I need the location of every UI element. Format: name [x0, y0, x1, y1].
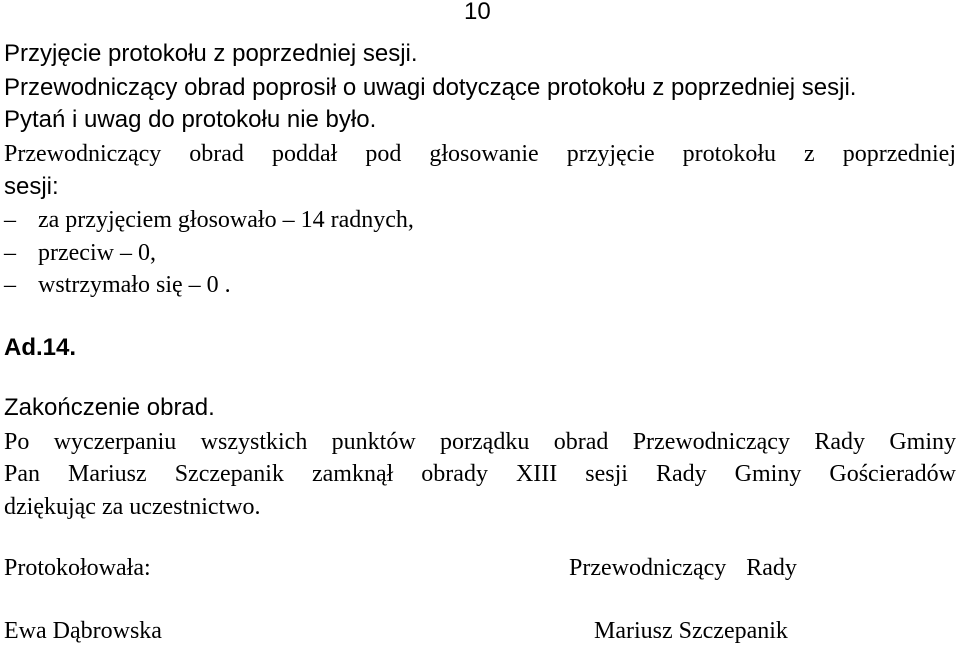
vote-item-text: za przyjęciem głosowało – 14 radnych, [38, 207, 414, 233]
signature-left-title: Protokołowała: [4, 555, 151, 581]
page-number: 10 [464, 0, 491, 25]
paragraph-line: Pan Mariusz Szczepanik zamknął obrady XIII sesji Rady Gminy Gościeradów [4, 461, 956, 487]
vote-item-text: wstrzymało się – 0 . [38, 272, 231, 298]
section-heading-protocol: Przyjęcie protokołu z poprzedniej sesji. [4, 40, 418, 67]
vote-intro-line: sesji: [4, 173, 59, 200]
dash-bullet: – [4, 240, 16, 266]
dash-bullet: – [4, 207, 16, 233]
paragraph-line: Przewodniczący obrad poprosił o uwagi dotyczące protokołu z poprzedniej sesji. [4, 74, 857, 101]
dash-bullet: – [4, 272, 16, 298]
signature-left-name: Ewa Dąbrowska [4, 618, 162, 644]
signature-right-name: Mariusz Szczepanik [594, 618, 788, 644]
paragraph-line: Po wyczerpaniu wszystkich punktów porządku obrad Przewodniczący Rady Gminy [4, 429, 956, 455]
vote-intro-line: Przewodniczący obrad poddał pod głosowanie przyjęcie protokołu z poprzedniej [4, 141, 956, 167]
paragraph-line: dziękując za uczestnictwo. [4, 494, 261, 520]
vote-item-text: przeciw – 0, [38, 240, 156, 266]
vote-item-for [4, 206, 414, 234]
section-heading-closing: Zakończenie obrad. [4, 394, 215, 421]
paragraph-line: Pytań i uwag do protokołu nie było. [4, 106, 377, 133]
vote-item-abstain [4, 271, 231, 299]
signature-right-title: Przewodniczący Rady [569, 555, 797, 581]
agenda-item-number: Ad.14. [4, 334, 77, 361]
vote-item-against [4, 239, 156, 267]
